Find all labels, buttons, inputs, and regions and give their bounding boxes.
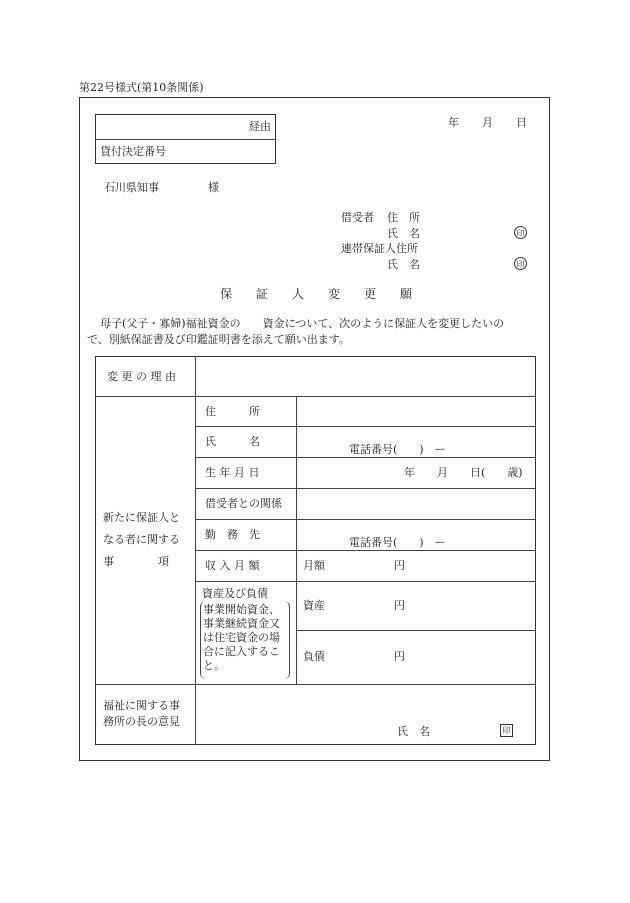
assets-note-line-1: 事業開始資金、 <box>203 603 280 616</box>
borrower-name-label: 氏 名 <box>387 227 420 240</box>
assets-note-line-5: と。 <box>203 659 225 672</box>
assets-note-line-3: は住宅資金の場 <box>203 631 280 644</box>
phone-number: 電話番号( ) ー <box>349 443 446 456</box>
new-guarantor-line-2: なる者に関する <box>103 533 180 546</box>
monthly-yen: 円 <box>394 559 405 572</box>
welfare-line-1: 福祉に関する事 <box>103 699 180 712</box>
form-id: 第22号様式(第10条関係) <box>79 81 204 94</box>
liabilities-label: 負債 <box>303 650 325 663</box>
table-line <box>296 396 297 684</box>
table-line <box>95 396 536 397</box>
assets-note-line-2: 事業継続資金又 <box>203 617 280 630</box>
relation-label: 借受者との関係 <box>205 497 282 510</box>
assets-liabilities-label: 資産及び負債 <box>202 587 268 600</box>
borrower-seal: 印 <box>514 226 527 239</box>
new-guarantor-line-3: 事 項 <box>103 555 169 568</box>
body-line-2: で、別紙保証書及び印鑑証明書を添えて願い出ます。 <box>87 333 350 346</box>
table-line <box>195 457 536 458</box>
borrower-label: 借受者 <box>341 211 374 224</box>
loan-number-label: 貸付決定番号 <box>100 145 166 158</box>
addressee-honorific: 様 <box>208 181 219 194</box>
assets-yen: 円 <box>394 599 405 612</box>
workplace-label: 勤 務 先 <box>205 528 260 541</box>
date-day: 日 <box>516 116 527 129</box>
income-label: 収 入 月 額 <box>205 559 260 572</box>
liabilities-yen: 円 <box>394 650 405 663</box>
table-line <box>95 684 536 685</box>
signature-seal: 印 <box>500 724 513 737</box>
monthly-label: 月額 <box>303 559 325 572</box>
new-guarantor-line-1: 新たに保証人と <box>103 511 180 524</box>
table-line <box>195 519 536 520</box>
document-title: 保 証 人 変 更 願 <box>220 287 413 301</box>
via-label: 経由 <box>249 120 271 133</box>
assets-note-line-4: 合に記入するこ <box>203 645 280 658</box>
body-line-1: 母子(父子・寡婦)福祉資金の 資金について、次のように保証人を変更したいの <box>100 317 505 330</box>
birth-date-value: 年 月 日( 歳) <box>404 466 523 479</box>
assets-note <box>200 601 290 679</box>
address-label: 住 所 <box>205 405 260 418</box>
borrower-address-label: 住 所 <box>387 211 420 224</box>
table-line <box>195 488 536 489</box>
table-line <box>195 581 536 582</box>
signature-name-label: 氏 名 <box>397 725 430 738</box>
joint-guarantor-name-label: 氏 名 <box>387 258 420 271</box>
table-line <box>195 550 536 551</box>
date-month: 月 <box>482 116 493 129</box>
assets-label: 資産 <box>303 599 325 612</box>
addressee-name: 石川県知事 <box>104 181 159 194</box>
via-box-divider <box>95 139 276 140</box>
birth-date-label: 生 年 月 日 <box>205 466 260 479</box>
date-year: 年 <box>448 116 459 129</box>
name-label: 氏 名 <box>205 435 260 448</box>
joint-guarantor-label: 連帯保証人住所 <box>341 242 418 255</box>
table-line <box>296 630 536 631</box>
welfare-line-2: 務所の長の意見 <box>103 715 180 728</box>
joint-guarantor-seal: 印 <box>514 257 527 270</box>
workplace-phone: 電話番号( ) ー <box>349 536 446 549</box>
table-line <box>195 426 536 427</box>
reason-label: 変 更 の 理 由 <box>107 370 176 383</box>
